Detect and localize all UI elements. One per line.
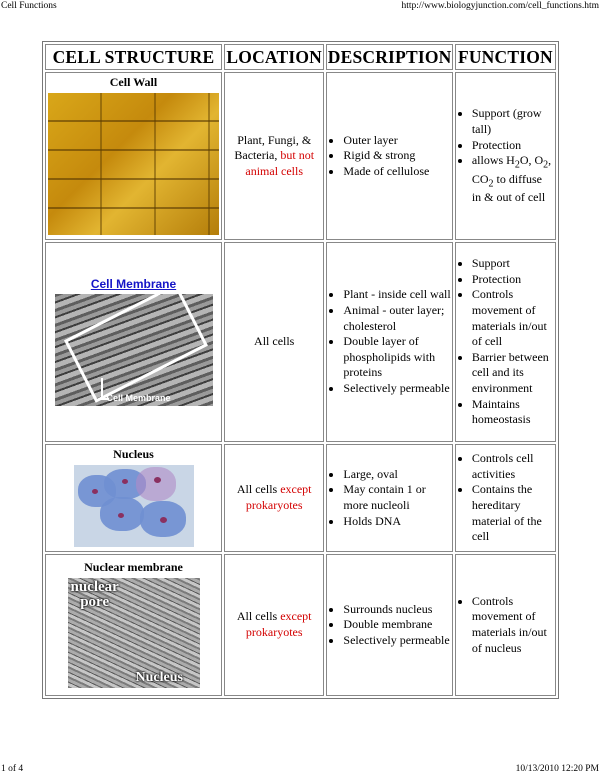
structure-cell [45,72,222,240]
header-cell-structure: CELL STRUCTURE [45,44,222,70]
list-item [472,153,554,205]
description-cell [326,72,452,240]
list-item: • Support (grow tall) [472,106,554,137]
nucleus-dot [92,489,98,494]
list-item: • Controls movement of materials in/out of cell [472,287,554,349]
structure-cell [45,444,222,552]
table-row [45,554,556,696]
list-item: • Rigid & strong [343,148,450,164]
nucleus-image [74,465,194,547]
table-row [45,72,556,240]
image-caption-line: pore [80,594,110,610]
formula-subscript: 2 [514,159,520,171]
print-footer [0,762,600,776]
description-cell [326,242,452,442]
page-title: Cell Functions [1,1,57,11]
list-item: • Large, oval [343,467,450,483]
list-item: • Support [472,256,554,272]
list-item: • Holds DNA [343,514,450,530]
cell-membrane-link[interactable]: Cell Membrane [90,276,177,291]
cell-functions-table [42,41,559,699]
print-header [0,0,600,14]
list-item: • May contain 1 or more nucleoli [343,482,450,513]
function-cell [455,444,556,552]
function-cell [455,72,556,240]
label-pointer [101,378,103,400]
list-item: • Protection [472,272,554,288]
location-text: All cells [236,609,278,624]
location-cell [224,72,324,240]
table-row [45,242,556,442]
list-item: • Animal - outer layer; cholesterol [343,303,450,334]
list-item: • Controls movement of materials in/out of nucleus [472,594,554,656]
location-cell [224,242,324,442]
table-row [45,444,556,552]
description-cell [326,444,452,552]
image-caption [71,580,119,610]
list-item: • Surrounds nucleus [343,602,450,618]
nucleus-dot [160,517,167,523]
function-cell [455,242,556,442]
list-item: • Double membrane [343,617,450,633]
list-item: • Protection [472,138,554,154]
list-item: • Selectively permeable [343,633,450,649]
location-text: All cells [236,482,278,497]
nucleus-dot [118,513,124,518]
formula-text: to diffuse in & out of cell [471,171,546,204]
cell-wall-image [48,93,219,235]
list-item: • Controls cell activities [472,451,554,482]
location-cell [224,444,324,552]
image-caption: Nucleus [135,670,183,685]
structure-cell [45,242,222,442]
nuclear-membrane-image [68,578,200,688]
header-location: LOCATION [224,44,324,70]
structure-name: Nucleus [113,447,154,461]
location-text: Plant, Fungi, & Bacteria, [234,132,312,163]
function-cell [455,554,556,696]
header-description: DESCRIPTION [326,44,452,70]
list-item: • Selectively permeable [343,381,450,397]
formula-subscript: 2 [543,159,549,171]
location-exception: except prokaryotes [245,482,312,512]
cell-shape [136,467,176,501]
list-item: • Maintains homeostasis [472,397,554,428]
location-text: All cells [254,334,295,349]
formula-text: allows H [471,153,515,168]
table-header-row [45,44,556,70]
print-datetime: 10/13/2010 12:20 PM [515,764,599,774]
list-item: • Outer layer [343,133,450,149]
description-cell [326,554,452,696]
image-caption: Cell Membrane [106,392,171,403]
location-exception: except prokaryotes [245,609,312,639]
formula-text: , CO [471,153,552,186]
list-item: • Plant - inside cell wall [343,287,450,303]
list-item: • Contains the hereditary material of the cell [472,482,554,544]
list-item: • Barrier between cell and its environment [472,350,554,397]
image-caption-line: nuclear [70,579,119,595]
structure-name: Nuclear membrane [84,560,183,574]
structure-cell [45,554,222,696]
location-exception: but not animal cells [245,148,315,178]
formula-subscript: 2 [488,177,494,189]
nucleus-dot [154,477,161,483]
header-function: FUNCTION [455,44,556,70]
nucleus-dot [122,479,128,484]
page-number: 1 of 4 [1,764,24,774]
membrane-highlight-box [63,294,207,403]
page-url: http://www.biologyjunction.com/cell_functions.htm [401,1,599,11]
cell-membrane-image [55,294,213,406]
formula-text: O, O [519,153,544,168]
list-item: • Double layer of phospholipids with proteins [343,334,450,381]
structure-name: Cell Wall [109,75,158,89]
location-cell [224,554,324,696]
list-item: • Made of cellulose [343,164,450,180]
